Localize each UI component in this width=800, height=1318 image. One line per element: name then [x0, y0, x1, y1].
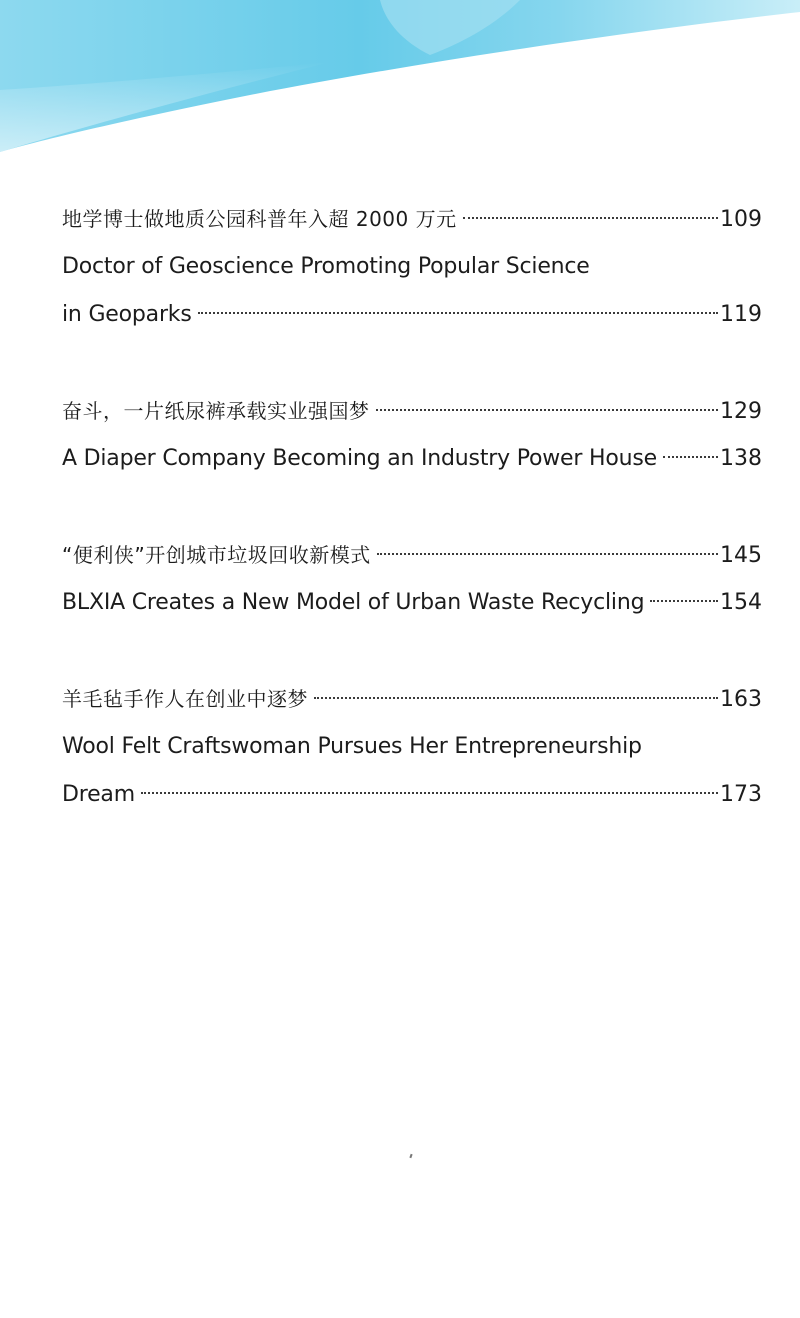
toc-entry-title: 奋斗，一片纸尿裤承载实业强国梦: [62, 399, 370, 423]
toc-entry-zh[interactable]: [62, 675, 762, 723]
toc-section: [62, 387, 762, 483]
toc-entry-title: A Diaper Company Becoming an Industry Power House: [62, 446, 657, 471]
toc-entry-title: BLXIA Creates a New Model of Urban Waste Recycling: [62, 590, 645, 615]
dot-leader: [314, 697, 718, 699]
dot-leader: [376, 409, 719, 411]
toc-entry-en[interactable]: [62, 579, 762, 627]
dot-leader: [463, 217, 718, 219]
toc-entry-title: Dream: [62, 782, 135, 807]
print-speck: [409, 1154, 412, 1158]
toc-entry-title: Doctor of Geoscience Promoting Popular Science: [62, 254, 590, 279]
toc-entry-page: 173: [720, 782, 762, 807]
toc-entry-title: “便利侠”开创城市垃圾回收新模式: [62, 543, 371, 567]
toc-section: [62, 675, 762, 819]
toc-entry-page: 109: [720, 207, 762, 232]
dot-leader: [377, 553, 718, 555]
dot-leader: [663, 456, 718, 458]
decorative-header-band: [0, 0, 800, 170]
toc-entry-page: 154: [720, 590, 762, 615]
toc-entry-zh[interactable]: [62, 387, 762, 435]
toc-entry-en[interactable]: [62, 435, 762, 483]
toc-entry-title: Wool Felt Craftswoman Pursues Her Entrepreneurship: [62, 734, 642, 759]
toc-entry-page: 145: [720, 543, 762, 568]
toc-entry-page: 138: [720, 446, 762, 471]
dot-leader: [650, 600, 718, 602]
toc-entry-page: 119: [720, 302, 762, 327]
toc-section: [62, 531, 762, 627]
toc-entry-page: 129: [720, 399, 762, 424]
table-of-contents: [62, 195, 762, 867]
toc-entry-title: 地学博士做地质公园科普年入超 2000 万元: [62, 207, 457, 231]
dot-leader: [198, 312, 718, 314]
toc-entry-en[interactable]: [62, 291, 762, 339]
toc-entry-title: in Geoparks: [62, 302, 192, 327]
toc-section: [62, 195, 762, 339]
dot-leader: [141, 792, 718, 794]
toc-entry-en-line1[interactable]: [62, 243, 762, 291]
toc-entry-title: 羊毛毡手作人在创业中逐梦: [62, 687, 308, 711]
toc-entry-en[interactable]: [62, 771, 762, 819]
toc-entry-zh[interactable]: [62, 531, 762, 579]
toc-entry-en-line1[interactable]: [62, 723, 762, 771]
toc-entry-page: 163: [720, 687, 762, 712]
toc-entry-zh[interactable]: [62, 195, 762, 243]
